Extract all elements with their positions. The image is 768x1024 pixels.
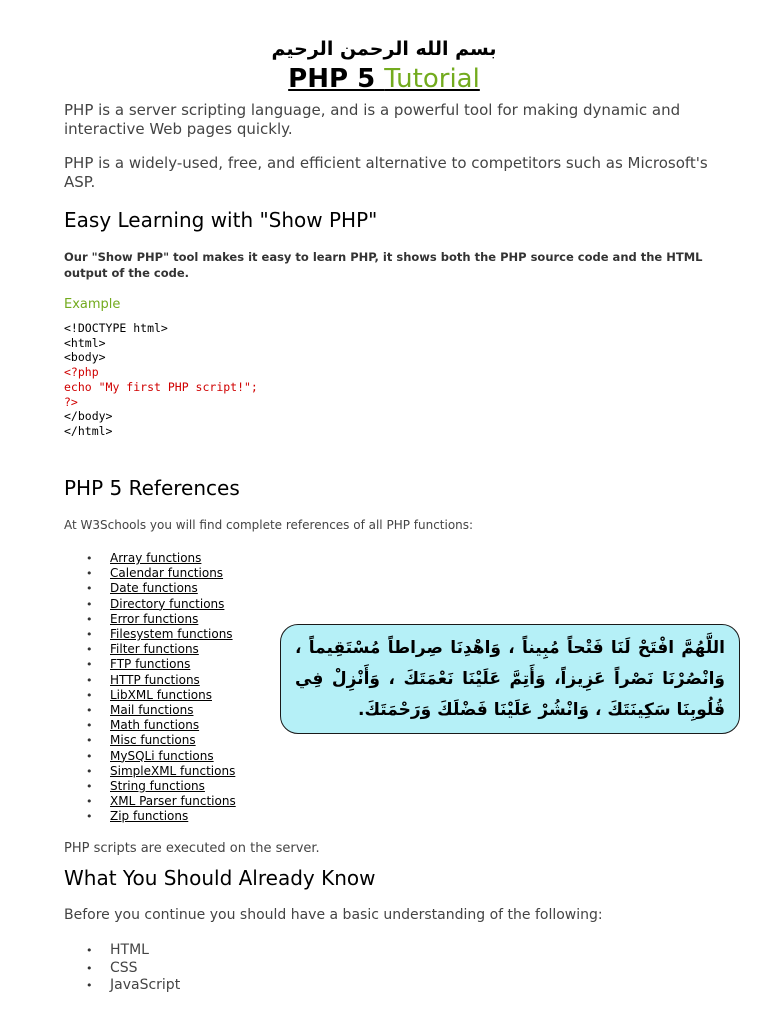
references-heading: PHP 5 References xyxy=(64,476,240,500)
reference-list-item xyxy=(86,794,236,809)
reference-list-item xyxy=(86,703,236,718)
reference-link[interactable]: Filter functions xyxy=(110,642,199,657)
reference-link[interactable]: MySQLi functions xyxy=(110,748,214,763)
reference-link[interactable]: String functions xyxy=(110,779,205,794)
reference-link[interactable]: Array functions xyxy=(110,551,202,565)
prerequisite-item: • CSS xyxy=(86,960,180,978)
title-php5: PHP 5 xyxy=(288,64,385,94)
easy-learning-heading: Easy Learning with "Show PHP" xyxy=(64,208,378,232)
code-html-close: </body> </html> xyxy=(64,409,113,438)
server-execution-note: PHP scripts are executed on the server. xyxy=(64,841,320,856)
references-intro: At W3Schools you will find complete references of all PHP functions: xyxy=(64,518,474,532)
reference-link[interactable]: Mail functions xyxy=(110,703,194,718)
title-tutorial: Tutorial xyxy=(384,64,480,94)
reference-list-item xyxy=(86,566,236,581)
reference-link[interactable]: XML Parser functions xyxy=(110,794,236,809)
code-php-block: <?php echo "My first PHP script!"; ?> xyxy=(64,365,258,409)
reference-link[interactable]: Calendar functions xyxy=(110,566,224,581)
prerequisites-heading: What You Should Already Know xyxy=(64,866,376,890)
reference-link[interactable]: FTP functions xyxy=(110,657,191,672)
intro-paragraph-2: PHP is a widely-used, free, and efficient alternative to competitors such as Microsoft's ASP. xyxy=(64,154,708,191)
reference-list-item xyxy=(86,597,236,612)
intro-paragraph-1: PHP is a server scripting language, and is a powerful tool for making dynamic and interactive Web pages quickly. xyxy=(64,101,681,138)
references-list xyxy=(86,551,236,825)
reference-link[interactable]: HTTP functions xyxy=(110,672,200,687)
reference-link[interactable]: Directory functions xyxy=(110,596,225,611)
page-title xyxy=(0,64,768,94)
reference-list-item xyxy=(86,673,236,688)
reference-list-item xyxy=(86,642,236,657)
reference-list-item xyxy=(86,718,236,733)
bismillah-heading: بسم الله الرحمن الرحيم xyxy=(271,38,497,60)
reference-list-item xyxy=(86,657,236,672)
reference-list-item xyxy=(86,688,236,703)
reference-link[interactable]: SimpleXML functions xyxy=(110,763,236,778)
show-php-description: Our "Show PHP" tool makes it easy to learn PHP, it shows both the PHP source code and the HTML output of the code. xyxy=(64,250,703,280)
code-html-open: <!DOCTYPE html> <html> <body> xyxy=(64,321,168,365)
reference-list-item xyxy=(86,627,236,642)
prerequisites-intro: Before you continue you should have a basic understanding of the following: xyxy=(64,907,603,923)
reference-link[interactable]: Misc functions xyxy=(110,733,196,748)
reference-link[interactable]: Math functions xyxy=(110,718,200,733)
code-example xyxy=(64,321,258,439)
reference-list-item xyxy=(86,612,236,627)
reference-link[interactable]: Filesystem functions xyxy=(110,627,233,642)
reference-list-item xyxy=(86,779,236,794)
dua-callout-box: اللَّهُمَّ افْتَحْ لَنَا فَتْحاً مُبِيناً ، وَاهْدِنَا صِراطاً مُسْتَقِيماً ، وَانْصُرْنَا نَصْراً عَزِيزاً، وَأَتِمَّ عَلَيْنَا نَعْمَتَكَ ، وَأَنْزِلْ فِي قُلُوبِنَا سَكِينَتَكَ ، وَانْشُرْ عَلَيْنَا فَضْلَكَ وَرَحْمَتَكَ. xyxy=(280,624,740,734)
reference-link[interactable]: Zip functions xyxy=(110,809,189,824)
reference-list-item xyxy=(86,733,236,748)
reference-list-item xyxy=(86,809,236,824)
reference-list-item xyxy=(86,764,236,779)
reference-list-item xyxy=(86,749,236,764)
reference-list-item xyxy=(86,551,236,566)
reference-list-item xyxy=(86,581,236,596)
reference-link[interactable]: Date functions xyxy=(110,581,198,596)
example-label: Example xyxy=(64,297,121,312)
prerequisites-list xyxy=(86,942,180,995)
reference-link[interactable]: Error functions xyxy=(110,611,199,626)
prerequisite-item: • JavaScript xyxy=(86,977,180,995)
reference-link[interactable]: LibXML functions xyxy=(110,687,212,702)
prerequisite-item: • HTML xyxy=(86,942,180,960)
